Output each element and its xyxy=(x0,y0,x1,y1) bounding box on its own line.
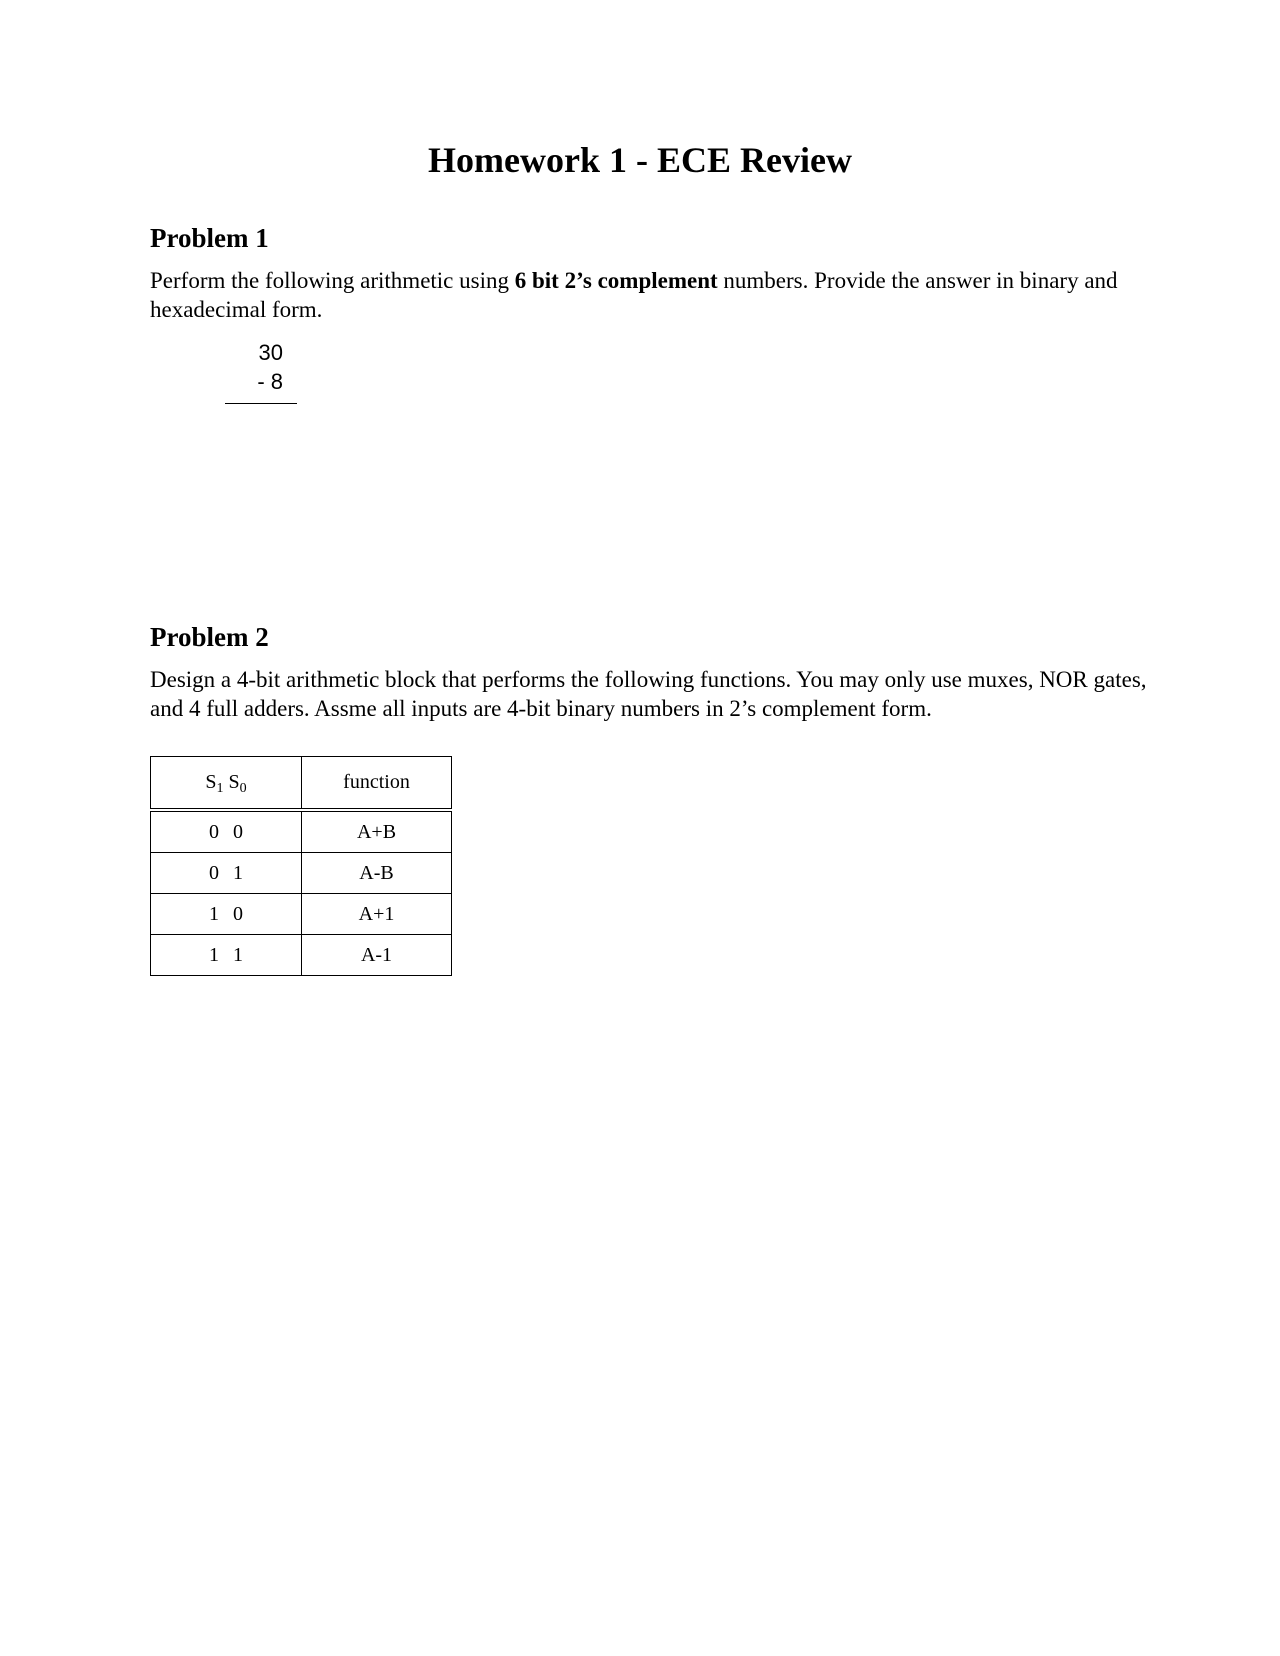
s0-value: 1 xyxy=(233,861,243,884)
problem-1-text xyxy=(150,266,1150,324)
problem-1-text-part-1: Perform the following arithmetic using xyxy=(150,268,515,293)
s0-value: 0 xyxy=(233,902,243,925)
table-header-row xyxy=(151,757,452,811)
function-cell: A+B xyxy=(302,810,452,853)
function-cell: A-1 xyxy=(302,935,452,976)
s1-value: 0 xyxy=(209,820,219,843)
function-cell: A+1 xyxy=(302,894,452,935)
s1-value: 0 xyxy=(209,861,219,884)
function-table xyxy=(150,756,452,976)
s0-value: 1 xyxy=(233,943,243,966)
function-cell: A-B xyxy=(302,853,452,894)
s1-label: S xyxy=(205,771,217,793)
page-title: Homework 1 - ECE Review xyxy=(428,140,852,180)
select-cell xyxy=(151,853,302,894)
operand-top: 30 xyxy=(258,340,283,365)
s1-subscript: 1 xyxy=(216,781,224,796)
table-row xyxy=(151,935,452,976)
s0-label: S xyxy=(228,771,240,793)
select-cell xyxy=(151,935,302,976)
problem-2-heading: Problem 2 xyxy=(150,622,269,652)
operand-bottom: - 8 xyxy=(257,369,283,394)
s1-value: 1 xyxy=(209,902,219,925)
s0-value: 0 xyxy=(233,820,243,843)
select-cell xyxy=(151,810,302,853)
problem-1-text-part-2: numbers. Provide the answer in binary and hexadecimal form. xyxy=(150,268,1118,322)
function-column-header: function xyxy=(302,757,452,811)
table-row xyxy=(151,810,452,853)
select-column-header xyxy=(151,757,302,811)
sum-line xyxy=(225,403,297,404)
s1-value: 1 xyxy=(209,943,219,966)
problem-1-heading: Problem 1 xyxy=(150,223,269,253)
subtraction-problem xyxy=(225,338,297,396)
select-cell xyxy=(151,894,302,935)
problem-1-text-bold: 6 bit 2’s complement xyxy=(514,268,718,293)
table-row xyxy=(151,853,452,894)
problem-2-text: Design a 4-bit arithmetic block that performs the following functions. You may only use muxes, NOR gates, and 4 full adders. Assme all inputs are 4-bit binary numbers in 2’s complement form. xyxy=(150,667,1147,721)
table-row xyxy=(151,894,452,935)
s0-subscript: 0 xyxy=(239,781,247,796)
